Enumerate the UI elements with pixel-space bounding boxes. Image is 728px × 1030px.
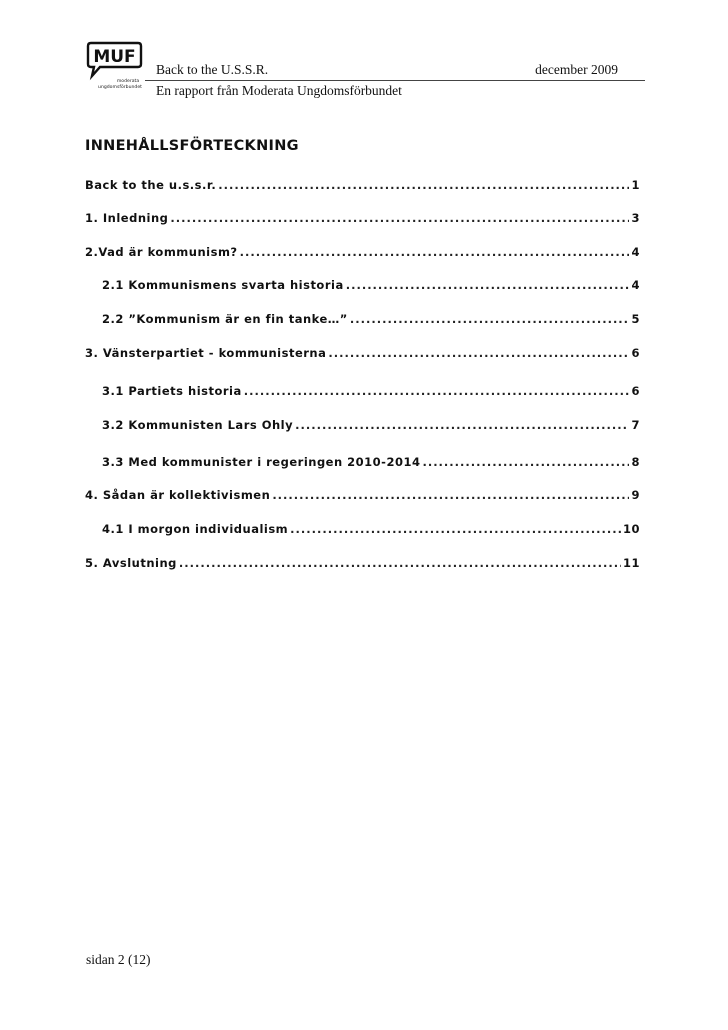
toc-leader-dots <box>272 488 629 502</box>
toc-entry-title: 3.3 Med kommunister i regeringen 2010-2014 <box>102 455 421 469</box>
toc-leader-dots <box>179 556 621 570</box>
toc-entry-title: 3.2 Kommunisten Lars Ohly <box>102 418 294 432</box>
toc-entry-page: 4 <box>631 278 640 292</box>
toc-entry-kommunismens-svarta-historia[interactable] <box>102 278 640 298</box>
logo-text: MUF <box>93 47 136 67</box>
toc-entry-vad-ar-kommunism[interactable] <box>85 245 640 265</box>
toc-entry-page: 3 <box>631 211 640 225</box>
toc-entry-title: 4. Sådan är kollektivismen <box>85 488 271 502</box>
toc-entry-back-to-the-ussr[interactable] <box>85 178 640 198</box>
header-date: december 2009 <box>535 62 618 77</box>
toc-entry-page: 10 <box>622 522 640 536</box>
toc-entry-page: 5 <box>631 312 640 326</box>
toc-leader-dots <box>170 211 629 225</box>
toc-entry-title: 3.1 Partiets historia <box>102 384 242 398</box>
toc-entry-page: 8 <box>631 455 640 469</box>
toc-entry-title: 4.1 I morgon individualism <box>102 522 289 536</box>
toc-leader-dots <box>350 312 630 326</box>
muf-logo <box>84 40 144 92</box>
header-title: Back to the U.S.S.R. <box>156 62 269 77</box>
toc-entry-page: 6 <box>631 384 640 398</box>
toc-entry-title: 5. Avslutning <box>85 556 177 570</box>
toc-leader-dots <box>218 178 629 192</box>
toc-entry-partiets-historia[interactable] <box>102 384 640 404</box>
logo-subtext-1: moderata <box>116 79 140 84</box>
logo-subtext-2: ungdomsförbundet <box>98 85 142 90</box>
toc-entry-inledning[interactable] <box>85 211 640 231</box>
toc-entry-title: 2.Vad är kommunism? <box>85 245 238 259</box>
toc-entry-page: 11 <box>622 556 640 570</box>
toc-entry-page: 9 <box>631 488 640 502</box>
toc-entry-page: 6 <box>631 346 640 360</box>
toc-entry-title: 1. Inledning <box>85 211 169 225</box>
toc-leader-dots <box>290 522 621 536</box>
toc-entry-vansterpartiet[interactable] <box>85 346 640 366</box>
toc-entry-title: 2.2 ”Kommunism är en fin tanke…” <box>102 312 348 326</box>
toc-leader-dots <box>328 346 629 360</box>
toc-entry-page: 7 <box>631 418 640 432</box>
toc-leader-dots <box>244 384 630 398</box>
header-subtitle: En rapport från Moderata Ungdomsförbundet <box>156 83 402 98</box>
toc-entry-title: 3. Vänsterpartiet - kommunisterna <box>85 346 327 360</box>
toc-leader-dots <box>295 418 629 432</box>
toc-leader-dots <box>240 245 630 259</box>
toc-entry-avslutning[interactable] <box>85 556 640 576</box>
toc-entry-page: 4 <box>631 245 640 259</box>
toc-leader-dots <box>346 278 630 292</box>
page-number-footer: sidan 2 (12) <box>86 952 151 967</box>
toc-entry-sadan-ar-kollektivismen[interactable] <box>85 488 640 508</box>
toc-entry-med-kommunister-i-regeringen[interactable] <box>102 455 640 475</box>
toc-entry-kommunisten-lars-ohly[interactable] <box>102 418 640 438</box>
toc-entry-i-morgon-individualism[interactable] <box>102 522 640 542</box>
toc-entry-kommunism-ar-en-fin-tanke[interactable] <box>102 312 640 332</box>
toc-entry-page: 1 <box>631 178 640 192</box>
toc-entry-title: 2.1 Kommunismens svarta historia <box>102 278 344 292</box>
header-rule <box>145 80 645 81</box>
toc-leader-dots <box>422 455 629 469</box>
toc-heading: INNEHÅLLSFÖRTECKNING <box>85 138 299 154</box>
toc-entry-title: Back to the u.s.s.r. <box>85 178 217 192</box>
